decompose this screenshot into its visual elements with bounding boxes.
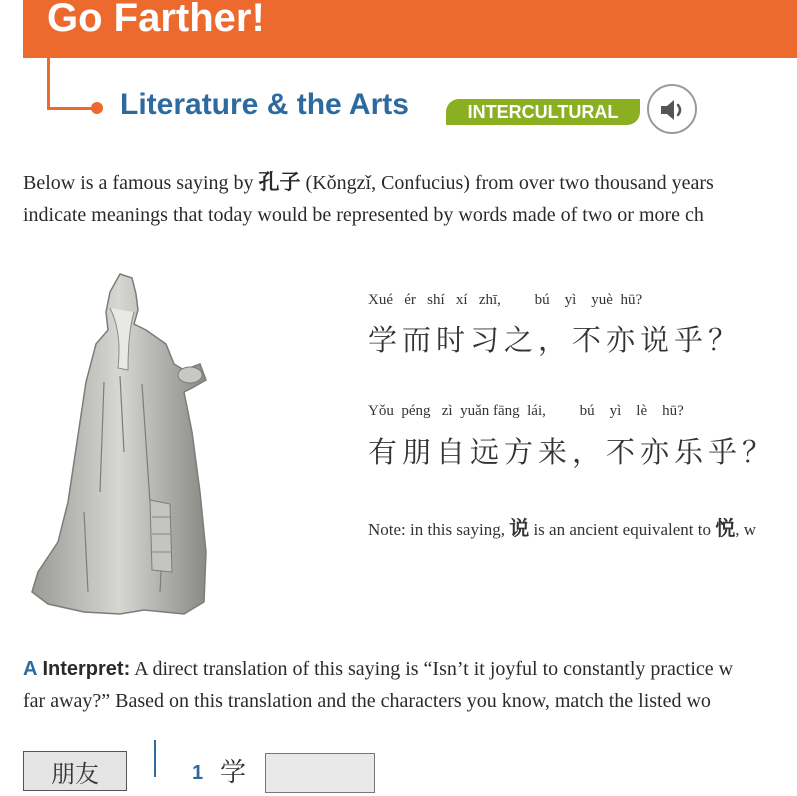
note-prefix: Note: in this saying,	[368, 520, 510, 539]
intercultural-badge: INTERCULTURAL	[446, 99, 640, 125]
intro-text-continued: (Kǒngzǐ, Confucius) from over two thousand years	[300, 172, 714, 194]
connector-line-vertical	[47, 58, 50, 110]
confucius-statue-image	[24, 272, 214, 617]
note-middle: is an ancient equivalent to	[529, 520, 716, 539]
section-title: Literature & the Arts	[120, 88, 409, 121]
hanzi-line-1: 学而时习之，不亦说乎？	[368, 323, 743, 357]
intro-paragraph	[23, 166, 797, 231]
speaker-icon	[659, 97, 687, 123]
intro-line-2: indicate meanings that today would be represented by words made of two or more ch	[23, 204, 704, 226]
hanzi-line-2: 有朋自远方来，不亦乐乎？	[368, 435, 777, 469]
interpret-text: A direct translation of this saying is “Isn’t it joyful to constantly practice w	[130, 658, 734, 680]
audio-button[interactable]	[647, 84, 697, 134]
match-item-char: 学	[220, 758, 247, 788]
connector-line-horizontal	[47, 107, 95, 110]
note-char-shuo: 说	[509, 516, 530, 540]
note-text	[368, 512, 756, 541]
match-item-number: 1	[192, 762, 204, 784]
connector-dot	[91, 102, 103, 114]
section-banner	[23, 0, 797, 58]
pinyin-line-2: Yǒu péng zì yuǎn fāng lái, bú yì lè hū?	[368, 403, 684, 419]
exercise-label: Interpret:	[42, 658, 131, 680]
interpret-line-2: far away?” Based on this translation and the characters you know, match the listed wo	[23, 690, 711, 712]
word-bank-item: 朋友	[23, 751, 127, 791]
exercise-letter: A	[23, 658, 38, 680]
column-divider	[154, 740, 156, 777]
intro-line-1	[23, 166, 797, 199]
answer-input-box[interactable]	[265, 753, 375, 793]
interpret-paragraph	[23, 653, 733, 717]
confucius-name: 孔子	[258, 169, 301, 194]
intro-text: Below is a famous saying by	[23, 172, 259, 194]
note-suffix: , w	[735, 520, 756, 539]
note-char-yue: 悦	[715, 516, 736, 540]
pinyin-line-1: Xué ér shí xí zhī, bú yì yuè hū?	[368, 292, 643, 308]
interpret-line-1	[23, 653, 733, 685]
banner-title: Go Farther!	[47, 0, 265, 40]
